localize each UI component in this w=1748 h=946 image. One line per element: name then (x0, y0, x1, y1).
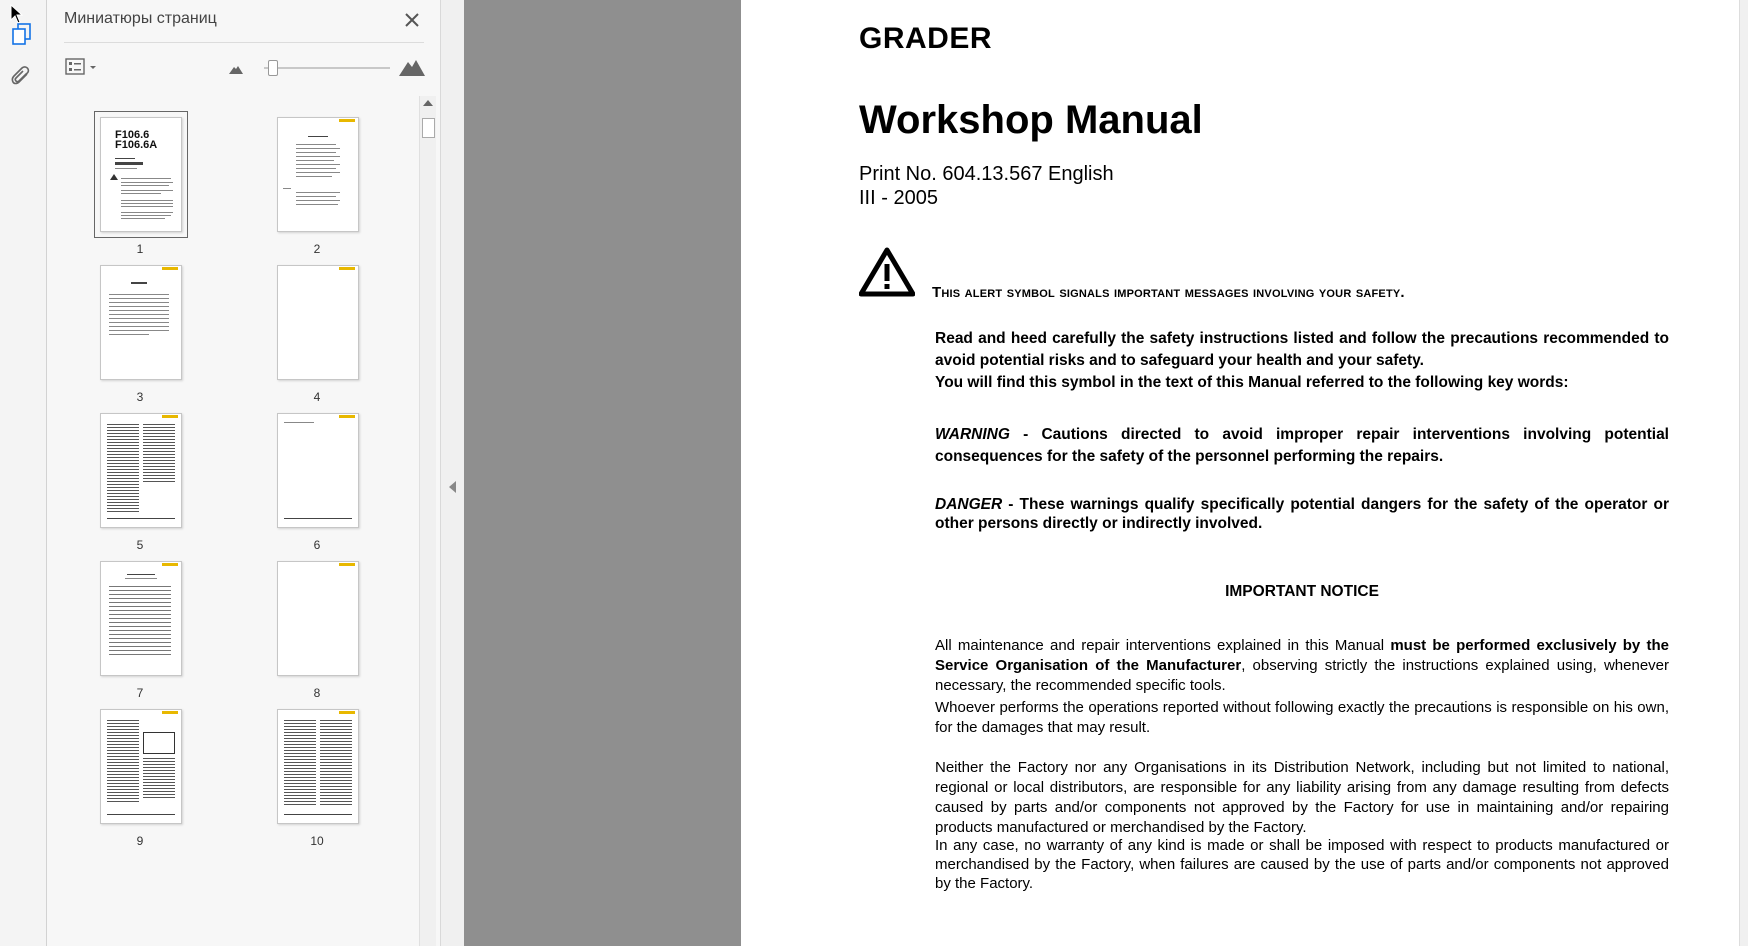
key-words-paragraph: You will find this symbol in the text of this Manual referred to the following key words: (935, 374, 1569, 391)
thumbnail-page-6[interactable] (277, 413, 359, 528)
safety-instructions-paragraph: Read and heed carefully the safety instructions listed and follow the precautions recommended to avoid potential risks and to safeguard your health and your safety. (935, 330, 1669, 369)
panel-title: Миниатюры страниц (64, 10, 217, 27)
slider-track (264, 67, 390, 69)
page-thumbnails-button[interactable] (8, 20, 36, 48)
zoom-out-mountain-icon (227, 60, 245, 76)
thumbnail-page-9[interactable] (100, 709, 182, 824)
thumbnail-page-2[interactable] (277, 117, 359, 232)
close-icon (401, 9, 423, 31)
warning-text: - Cautions directed to avoid improper repair interventions involving potential consequences for the safety of the personnel performing the repairs. (935, 426, 1669, 465)
thumbnail-page-7[interactable] (100, 561, 182, 676)
zoom-out-thumbnails-button[interactable] (227, 60, 245, 76)
danger-paragraph (935, 495, 1669, 533)
close-panel-button[interactable] (401, 9, 423, 31)
thumbnail-item[interactable] (277, 413, 397, 563)
right-scroll-edge[interactable] (1739, 0, 1748, 946)
alert-symbol-text: This alert symbol signals important messages involving your safety. (932, 284, 1405, 301)
thumbnail-page-8[interactable] (277, 561, 359, 676)
thumbnail-label: 4 (313, 390, 321, 404)
danger-text: - These warnings qualify specifically potential dangers for the safety of the operator or other persons directly or indirectly involved. (935, 496, 1669, 532)
thumbnails-panel (47, 0, 440, 946)
zoom-in-mountain-icon (398, 56, 426, 78)
collapse-panel-arrow-icon[interactable] (449, 481, 456, 493)
options-list-icon (64, 56, 104, 78)
notice-paragraph-1 (935, 636, 1669, 696)
thumbnail-item[interactable] (100, 265, 220, 415)
thumbnail-item[interactable] (277, 709, 397, 859)
thumbnail-label: 1 (136, 242, 144, 256)
thumbnail-item[interactable] (100, 117, 220, 267)
attachments-button[interactable] (8, 64, 36, 92)
zoom-in-thumbnails-button[interactable] (398, 56, 426, 78)
doc-title: Workshop Manual (859, 98, 1203, 142)
notice-p1-text-c: , observing strictly the instructions explained using, whenever necessary, the recommended specific tools. (935, 657, 1669, 694)
thumbnails-scrollbar[interactable] (419, 96, 436, 946)
thumbnail-item[interactable] (277, 117, 397, 267)
thumbnails-list (47, 96, 420, 946)
page-thumbnails-icon (11, 22, 33, 46)
scroll-up-arrow-icon[interactable] (423, 100, 433, 106)
attachments-paperclip-icon (11, 66, 33, 90)
panel-splitter[interactable] (440, 0, 465, 946)
thumbnail-label: 8 (313, 686, 321, 700)
doc-heading: GRADER (859, 22, 993, 55)
thumbnail-item[interactable] (100, 561, 220, 711)
notice-p1-bold: must be performed exclusively by the Service Organisation of the Manufacturer (935, 637, 1669, 674)
thumbnail-size-slider[interactable] (264, 60, 390, 76)
slider-handle[interactable] (268, 60, 278, 76)
left-tool-rail (0, 0, 47, 946)
thumbnail-item[interactable] (100, 709, 220, 859)
thumb-title-line1: F106.6 (115, 129, 150, 141)
thumbnail-label: 5 (136, 538, 144, 552)
scrollbar-thumb[interactable] (422, 118, 435, 138)
thumbnail-item[interactable] (277, 561, 397, 711)
thumbnail-page-1[interactable] (100, 117, 182, 232)
thumbnail-item[interactable] (277, 265, 397, 415)
notice-paragraph-3: Neither the Factory nor any Organisations in its Distribution Network, including but not limited to national, regional or local distributors, are responsible for any liability arising from any damage resulting from defects caused by parts and/or components not approved by the Factory for use in maintaining and/or repairing products manufactured or merchandised by the Factory. (935, 759, 1669, 836)
panel-divider (64, 42, 424, 43)
thumbnail-page-3[interactable] (100, 265, 182, 380)
thumbnail-label: 2 (313, 242, 321, 256)
thumbnail-label: 7 (136, 686, 144, 700)
doc-date: III - 2005 (859, 187, 938, 209)
danger-keyword: DANGER (935, 496, 1003, 513)
thumbnail-label: 9 (136, 834, 144, 848)
thumbnail-label: 6 (313, 538, 321, 552)
doc-print-number: Print No. 604.13.567 English (859, 163, 1114, 185)
warning-paragraph (935, 424, 1669, 468)
thumbnail-page-4[interactable] (277, 265, 359, 380)
notice-paragraph-2: Whoever performs the operations reported without following exactly the precautions is responsible on his own, for the damages that may result. (935, 699, 1669, 736)
thumbnail-item[interactable] (100, 413, 220, 563)
document-page (741, 0, 1748, 946)
warning-keyword: WARNING (935, 426, 1010, 443)
important-notice-heading: IMPORTANT NOTICE (1225, 583, 1379, 600)
thumbnail-page-10[interactable] (277, 709, 359, 824)
thumb-title-line2: F106.6A (115, 139, 158, 151)
thumbnail-label: 10 (310, 834, 324, 848)
thumbnail-label: 3 (136, 390, 144, 404)
notice-paragraph-4: In any case, no warranty of any kind is made or shall be imposed with respect to products manufactured or merchandised by the Factory, when failures are caused by the use of parts and/or components not approved by the Factory. (935, 837, 1669, 892)
warning-triangle-icon (859, 247, 915, 297)
notice-p1-text-a: All maintenance and repair interventions explained in this Manual (935, 637, 1391, 654)
thumbnail-options-button[interactable] (64, 56, 104, 78)
thumbnail-page-5[interactable] (100, 413, 182, 528)
